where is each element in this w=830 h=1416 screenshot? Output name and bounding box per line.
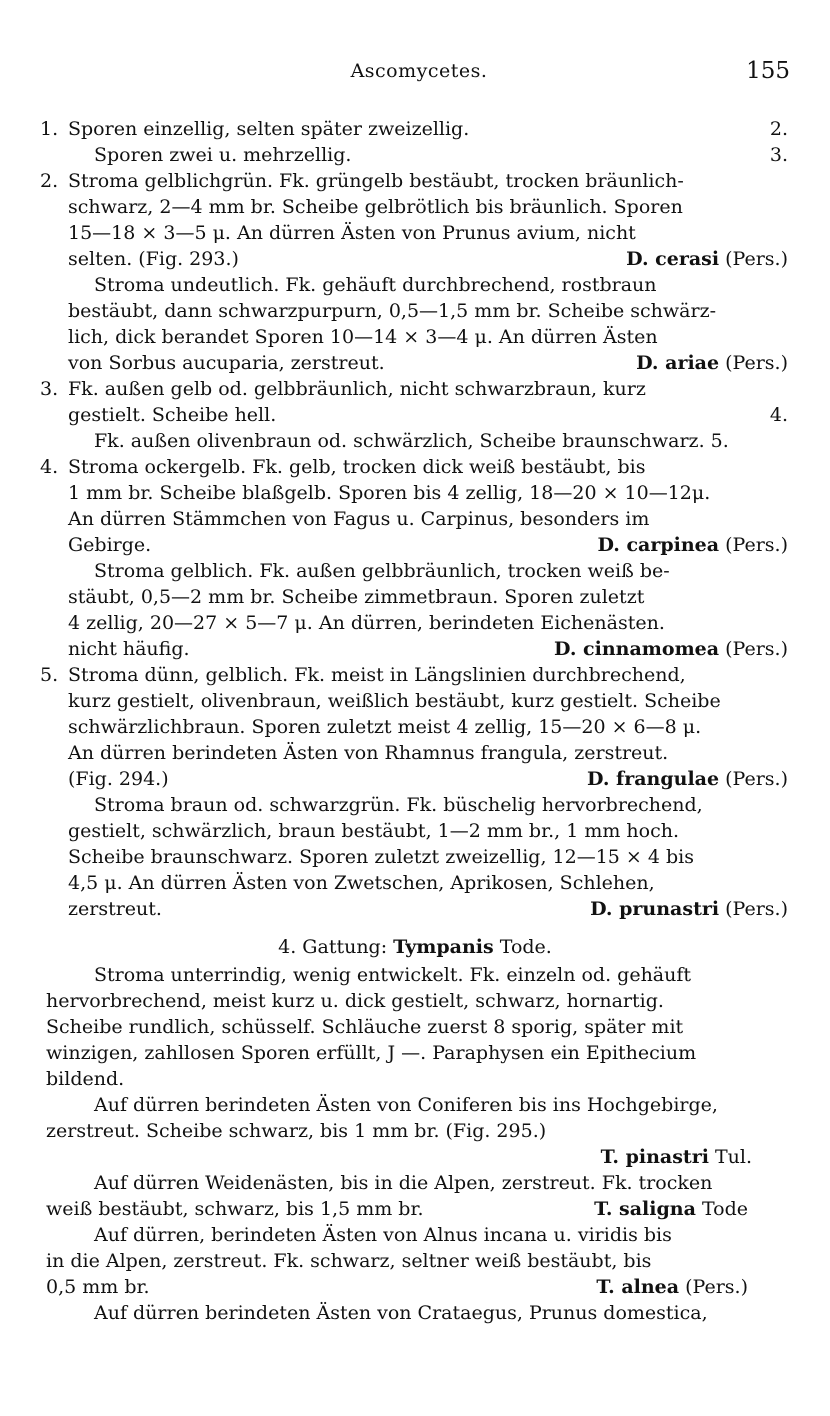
key-text-line: (Fig. 294.) — [68, 768, 169, 790]
description-line: Stroma unterrindig, wenig entwickelt. Fk. einzeln od. gehäuft — [94, 964, 692, 986]
entry-line: in die Alpen, zerstreut. Fk. schwarz, seltner weiß bestäubt, bis — [46, 1250, 652, 1272]
species-name: D. cerasi (Pers.) — [626, 248, 788, 270]
key-text-line: Stroma gelblichgrün. Fk. grüngelb bestäubt, trocken bräunlich- — [68, 170, 684, 192]
key-text-line: bestäubt, dann schwarzpurpurn, 0,5—1,5 mm br. Scheibe schwärz- — [68, 300, 717, 322]
species-name: D. ariae (Pers.) — [636, 352, 788, 374]
description-line: Scheibe rundlich, schüsself. Schläuche zuerst 8 sporig, später mit — [46, 1016, 684, 1038]
key-text-line: Gebirge. — [68, 534, 152, 556]
key-text-line: An dürren Stämmchen von Fagus u. Carpinus, besonders im — [68, 508, 650, 530]
key-number: 2. — [40, 170, 59, 192]
key-number: 4. — [40, 456, 59, 478]
key-text-line: Sporen einzellig, selten später zweizellig. — [68, 118, 470, 140]
key-ref: 4. — [769, 404, 788, 426]
key-text-line: Stroma undeutlich. Fk. gehäuft durchbrechend, rostbraun — [94, 274, 657, 296]
species-name: T. pinastri Tul. — [600, 1146, 752, 1168]
key-text-line: Fk. außen gelb od. gelbbräunlich, nicht schwarzbraun, kurz — [68, 378, 646, 400]
key-text-line: Scheibe braunschwarz. Sporen zuletzt zweizellig, 12—15 × 4 bis — [68, 846, 694, 868]
description-line: bildend. — [46, 1068, 125, 1090]
key-text-line: Stroma gelblich. Fk. außen gelbbräunlich, trocken weiß be- — [94, 560, 670, 582]
key-text-line: 1 mm br. Scheibe blaßgelb. Sporen bis 4 zellig, 18—20 × 10—12μ. — [68, 482, 711, 504]
entry-line: Auf dürren Weidenästen, bis in die Alpen, zerstreut. Fk. trocken — [94, 1172, 713, 1194]
genus-heading: 4. Gattung: Tympanis Tode. — [278, 936, 552, 958]
species-name: T. alnea (Pers.) — [596, 1276, 748, 1298]
species-name: D. carpinea (Pers.) — [597, 534, 788, 556]
entry-line: Auf dürren berindeten Ästen von Crataegus, Prunus domestica, — [94, 1302, 708, 1324]
key-text-line: schwärzlichbraun. Sporen zuletzt meist 4 zellig, 15—20 × 6—8 μ. — [68, 716, 702, 738]
entry-line: Auf dürren berindeten Ästen von Coniferen bis ins Hochgebirge, — [94, 1094, 718, 1116]
key-ref: 3. — [769, 144, 788, 166]
key-text-line: Stroma ockergelb. Fk. gelb, trocken dick weiß bestäubt, bis — [68, 456, 646, 478]
key-text-line: zerstreut. — [68, 898, 162, 920]
species-name: T. saligna Tode — [594, 1198, 748, 1220]
description-line: winzigen, zahllosen Sporen erfüllt, J —. Paraphysen ein Epithecium — [46, 1042, 697, 1064]
page-header — [48, 58, 790, 88]
key-text-line: Stroma dünn, gelblich. Fk. meist in Längslinien durchbrechend, — [68, 664, 686, 686]
key-text-line: schwarz, 2—4 mm br. Scheibe gelbrötlich bis bräunlich. Sporen — [68, 196, 683, 218]
entry-line: 0,5 mm br. — [46, 1276, 150, 1298]
species-name: D. frangulae (Pers.) — [587, 768, 788, 790]
key-text-line: gestielt, schwärzlich, braun bestäubt, 1—2 mm br., 1 mm hoch. — [68, 820, 680, 842]
key-number: 3. — [40, 378, 59, 400]
description-line: hervorbrechend, meist kurz u. dick gestielt, schwarz, hornartig. — [46, 990, 664, 1012]
key-text-line: Fk. außen olivenbraun od. schwärzlich, Scheibe braunschwarz. 5. — [94, 430, 729, 452]
key-text-line: An dürren berindeten Ästen von Rhamnus frangula, zerstreut. — [68, 742, 669, 764]
key-text-line: selten. (Fig. 293.) — [68, 248, 239, 270]
species-name: D. cinnamomea (Pers.) — [554, 638, 788, 660]
key-text-line: stäubt, 0,5—2 mm br. Scheibe zimmetbraun. Sporen zuletzt — [68, 586, 645, 608]
entry-line: Auf dürren, berindeten Ästen von Alnus incana u. viridis bis — [94, 1224, 672, 1246]
entry-line: weiß bestäubt, schwarz, bis 1,5 mm br. — [46, 1198, 424, 1220]
running-title: Ascomycetes. — [350, 60, 488, 82]
key-text-line: 15—18 × 3—5 μ. An dürren Ästen von Prunus avium, nicht — [68, 222, 636, 244]
key-ref: 2. — [769, 118, 788, 140]
key-text-line: von Sorbus aucuparia, zerstreut. — [68, 352, 385, 374]
key-text-line: kurz gestielt, olivenbraun, weißlich bestäubt, kurz gestielt. Scheibe — [68, 690, 721, 712]
key-number: 1. — [40, 118, 59, 140]
key-text-line: 4,5 μ. An dürren Ästen von Zwetschen, Aprikosen, Schlehen, — [68, 872, 655, 894]
key-text-line: gestielt. Scheibe hell. — [68, 404, 277, 426]
species-name: D. prunastri (Pers.) — [590, 898, 788, 920]
key-text-line: lich, dick berandet Sporen 10—14 × 3—4 μ. An dürren Ästen — [68, 326, 658, 348]
key-text-line: Stroma braun od. schwarzgrün. Fk. büschelig hervorbrechend, — [94, 794, 703, 816]
key-text-line: 4 zellig, 20—27 × 5—7 μ. An dürren, berindeten Eichenästen. — [68, 612, 665, 634]
key-text-line: Sporen zwei u. mehrzellig. — [94, 144, 352, 166]
page-number: 155 — [746, 58, 790, 84]
key-number: 5. — [40, 664, 59, 686]
key-text-line: nicht häufig. — [68, 638, 190, 660]
entry-line: zerstreut. Scheibe schwarz, bis 1 mm br. (Fig. 295.) — [46, 1120, 547, 1142]
